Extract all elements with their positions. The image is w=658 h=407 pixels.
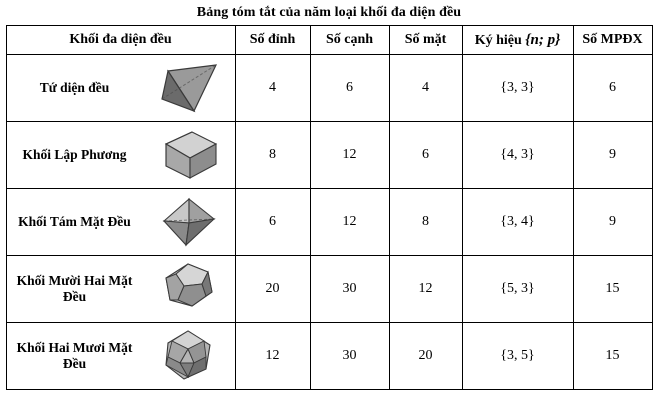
cell-faces: 8	[389, 189, 462, 256]
dodecahedron-icon	[143, 258, 235, 320]
cell-symbol: {3, 3}	[462, 55, 573, 122]
header-symbol-prefix: Ký hiệu	[474, 32, 522, 48]
header-edges: Số cạnh	[310, 26, 389, 55]
cell-edges: 30	[310, 323, 389, 390]
polyhedron-name: Khối Lập Phương	[22, 147, 127, 162]
header-vertices: Số đỉnh	[235, 26, 310, 55]
header-symbol	[462, 26, 573, 55]
cell-vertices: 4	[235, 55, 310, 122]
cell-edges: 12	[310, 122, 389, 189]
cell-name	[6, 256, 235, 323]
octahedron-icon	[143, 191, 235, 253]
cell-symbol: {5, 3}	[462, 256, 573, 323]
polyhedron-name: Khối Tám Mặt Đều	[18, 214, 131, 229]
cell-name	[6, 55, 235, 122]
cell-symbol: {4, 3}	[462, 122, 573, 189]
polyhedron-name: Khối Hai Mươi Mặt Đều	[16, 340, 133, 371]
cell-mpdx: 9	[573, 189, 652, 256]
cell-mpdx: 15	[573, 256, 652, 323]
cell-vertices: 8	[235, 122, 310, 189]
cell-vertices: 20	[235, 256, 310, 323]
table-row	[6, 189, 652, 256]
table-row	[6, 323, 652, 390]
polyhedron-name: Tứ diện đều	[39, 80, 110, 95]
icosahedron-icon	[143, 325, 235, 387]
table-header	[6, 26, 652, 55]
table-row	[6, 55, 652, 122]
tetrahedron-icon	[143, 57, 235, 119]
header-name: Khối đa diện đều	[6, 26, 235, 55]
table-row	[6, 122, 652, 189]
table-body	[6, 55, 652, 390]
cell-edges: 12	[310, 189, 389, 256]
cell-vertices: 12	[235, 323, 310, 390]
cell-faces: 6	[389, 122, 462, 189]
cell-faces: 4	[389, 55, 462, 122]
cell-name	[6, 323, 235, 390]
cell-symbol: {3, 4}	[462, 189, 573, 256]
cell-faces: 12	[389, 256, 462, 323]
table-row	[6, 256, 652, 323]
cell-mpdx: 15	[573, 323, 652, 390]
polyhedron-name: Khối Mười Hai Mặt Đều	[16, 273, 133, 304]
polyhedra-summary-table	[6, 25, 653, 390]
header-symbol-braces: {n; p}	[525, 31, 561, 48]
cell-symbol: {3, 5}	[462, 323, 573, 390]
cell-faces: 20	[389, 323, 462, 390]
header-row	[6, 26, 652, 55]
cell-name	[6, 189, 235, 256]
page-title: Bảng tóm tắt của năm loại khối đa diện đều	[196, 5, 462, 20]
header-mpdx: Số MPĐX	[573, 26, 652, 55]
cell-edges: 6	[310, 55, 389, 122]
cell-name	[6, 122, 235, 189]
cube-icon	[143, 124, 235, 186]
header-faces: Số mặt	[389, 26, 462, 55]
cell-vertices: 6	[235, 189, 310, 256]
cell-mpdx: 6	[573, 55, 652, 122]
cell-edges: 30	[310, 256, 389, 323]
cell-mpdx: 9	[573, 122, 652, 189]
